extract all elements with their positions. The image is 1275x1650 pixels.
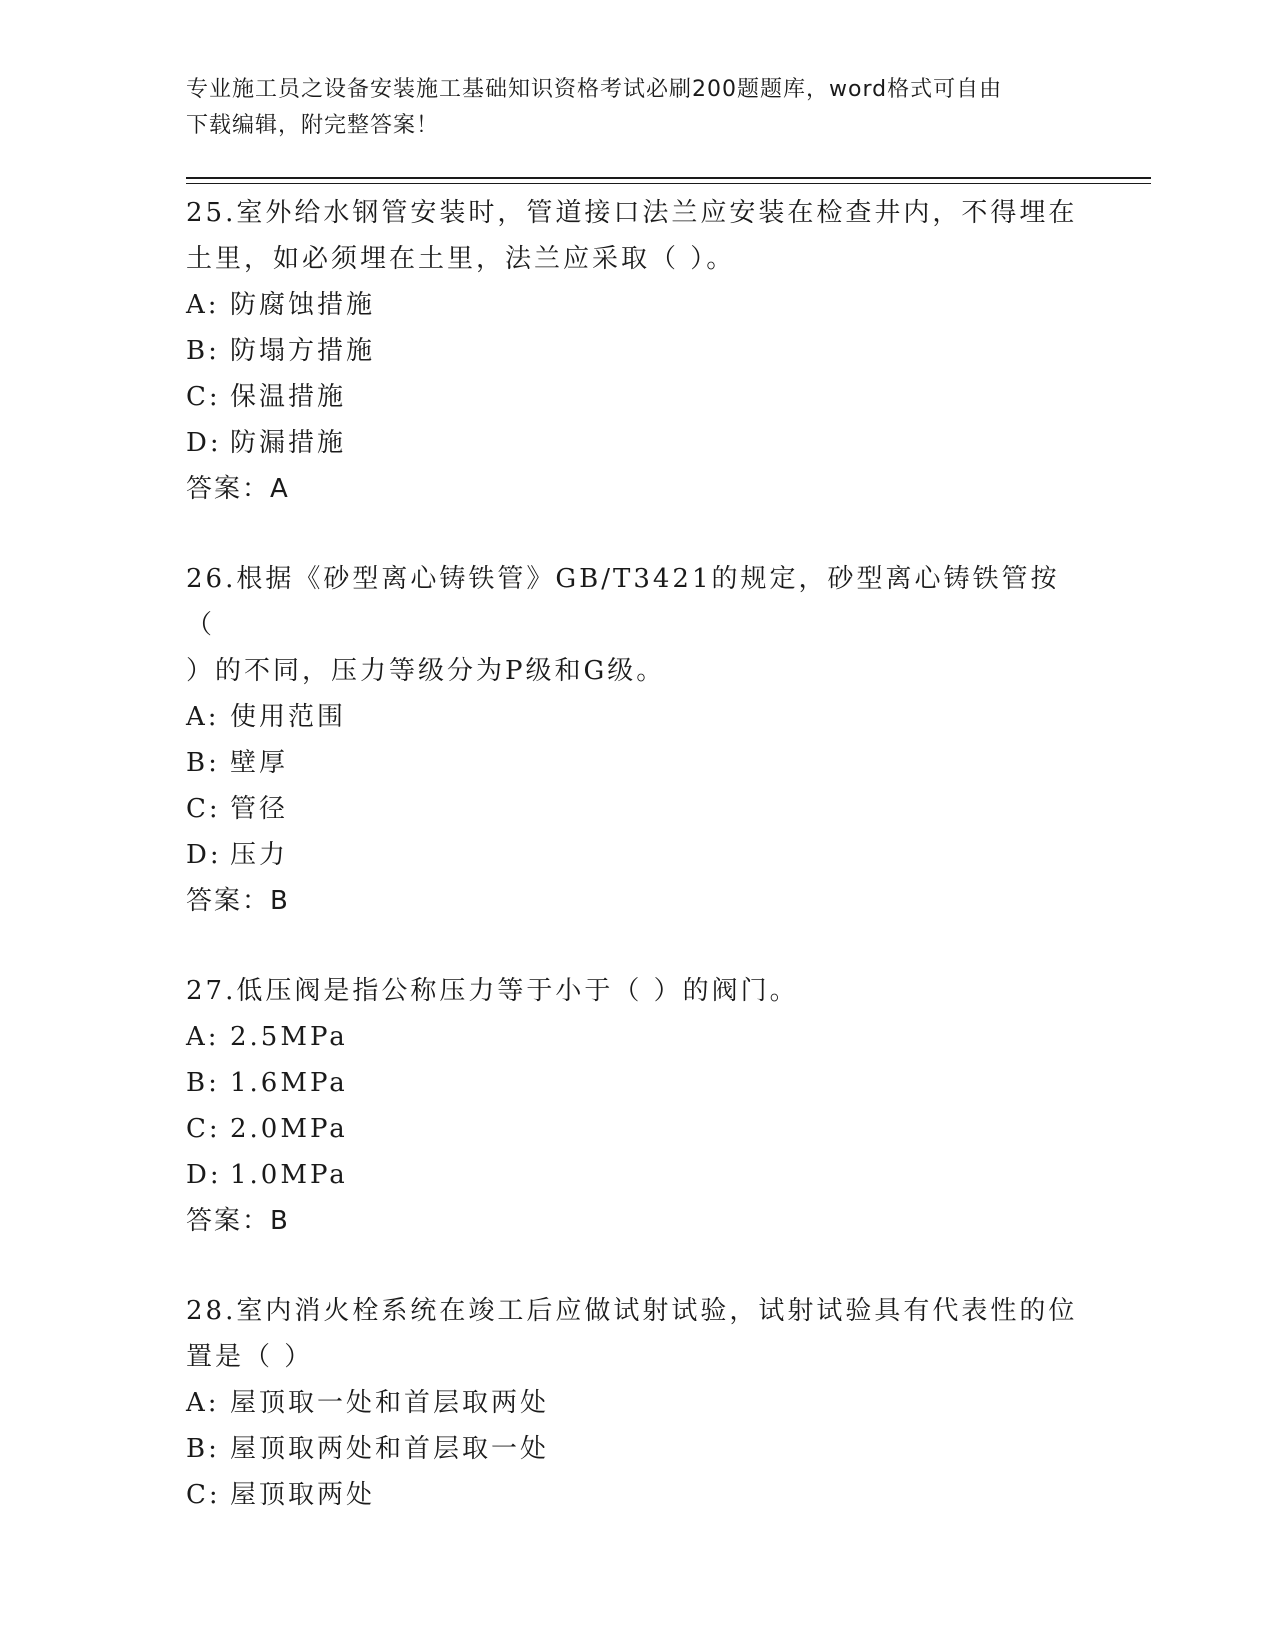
option-text: 1.0MPa bbox=[230, 1160, 348, 1190]
option-text: 防漏措施 bbox=[230, 428, 347, 458]
option-key: B: bbox=[186, 748, 220, 778]
option-text: 压力 bbox=[230, 840, 289, 870]
option-a bbox=[186, 282, 1086, 328]
option-key: C: bbox=[186, 1114, 221, 1144]
header-divider-thick bbox=[186, 177, 1151, 179]
question-stem-line-2: 置是（ ） bbox=[186, 1342, 314, 1372]
option-text: 防腐蚀措施 bbox=[230, 290, 376, 320]
option-key: B: bbox=[186, 1068, 220, 1098]
option-key: D: bbox=[186, 428, 222, 458]
spacer bbox=[186, 924, 1086, 968]
option-c bbox=[186, 1472, 1086, 1518]
option-key: C: bbox=[186, 382, 221, 412]
option-key: C: bbox=[186, 794, 221, 824]
option-text: 保温措施 bbox=[230, 382, 347, 412]
option-c bbox=[186, 374, 1086, 420]
question-stem-line-2: ）的不同，压力等级分为P级和G级。 bbox=[186, 656, 666, 686]
option-text: 防塌方措施 bbox=[230, 336, 376, 366]
spacer bbox=[186, 512, 1086, 556]
option-key: D: bbox=[186, 840, 222, 870]
question-stem bbox=[186, 556, 1086, 694]
option-text: 2.5MPa bbox=[230, 1022, 348, 1052]
option-key: C: bbox=[186, 1480, 221, 1510]
spacer bbox=[186, 1244, 1086, 1288]
document-header bbox=[186, 72, 1086, 144]
option-text: 屋顶取两处 bbox=[230, 1480, 376, 1510]
option-text: 管径 bbox=[230, 794, 289, 824]
option-text: 2.0MPa bbox=[230, 1114, 348, 1144]
option-text: 1.6MPa bbox=[230, 1068, 348, 1098]
option-key: B: bbox=[186, 336, 220, 366]
option-b bbox=[186, 740, 1086, 786]
option-a bbox=[186, 1380, 1086, 1426]
question-25 bbox=[186, 190, 1086, 512]
option-b bbox=[186, 1060, 1086, 1106]
option-key: A: bbox=[186, 702, 220, 732]
option-a bbox=[186, 1014, 1086, 1060]
option-d bbox=[186, 832, 1086, 878]
question-stem bbox=[186, 968, 1086, 1014]
question-stem bbox=[186, 190, 1086, 282]
option-text: 屋顶取两处和首层取一处 bbox=[230, 1434, 550, 1464]
option-d bbox=[186, 420, 1086, 466]
question-stem-line-1: 27.低压阀是指公称压力等于小于（ ）的阀门。 bbox=[186, 976, 799, 1006]
header-divider-thin bbox=[186, 183, 1151, 184]
question-stem-line-1: 26.根据《砂型离心铸铁管》GB/T3421的规定，砂型离心铸铁管按（ bbox=[186, 564, 1060, 640]
option-c bbox=[186, 1106, 1086, 1152]
option-key: A: bbox=[186, 1388, 220, 1418]
option-key: A: bbox=[186, 290, 220, 320]
option-text: 壁厚 bbox=[230, 748, 289, 778]
option-c bbox=[186, 786, 1086, 832]
option-text: 屋顶取一处和首层取两处 bbox=[230, 1388, 550, 1418]
option-text: 使用范围 bbox=[230, 702, 347, 732]
question-stem-line-1: 28.室内消火栓系统在竣工后应做试射试验，试射试验具有代表性的位 bbox=[186, 1296, 1078, 1326]
question-stem bbox=[186, 1288, 1086, 1380]
question-27 bbox=[186, 968, 1086, 1244]
header-line-2: 下载编辑，附完整答案！ bbox=[186, 113, 440, 138]
answer-line: 答案：A bbox=[186, 474, 290, 504]
option-key: A: bbox=[186, 1022, 220, 1052]
option-key: B: bbox=[186, 1434, 220, 1464]
option-b bbox=[186, 328, 1086, 374]
option-a bbox=[186, 694, 1086, 740]
question-stem-line-2: 土里，如必须埋在土里，法兰应采取（ ）。 bbox=[186, 244, 736, 274]
answer-line: 答案：B bbox=[186, 1206, 290, 1236]
option-d bbox=[186, 1152, 1086, 1198]
question-26 bbox=[186, 556, 1086, 924]
option-key: D: bbox=[186, 1160, 222, 1190]
option-b bbox=[186, 1426, 1086, 1472]
answer-line: 答案：B bbox=[186, 886, 290, 916]
question-list bbox=[186, 190, 1086, 1518]
header-line-1: 专业施工员之设备安装施工基础知识资格考试必刷200题题库，word格式可自由 bbox=[186, 77, 1003, 102]
question-28 bbox=[186, 1288, 1086, 1518]
question-stem-line-1: 25.室外给水钢管安装时，管道接口法兰应安装在检查井内，不得埋在 bbox=[186, 198, 1078, 228]
